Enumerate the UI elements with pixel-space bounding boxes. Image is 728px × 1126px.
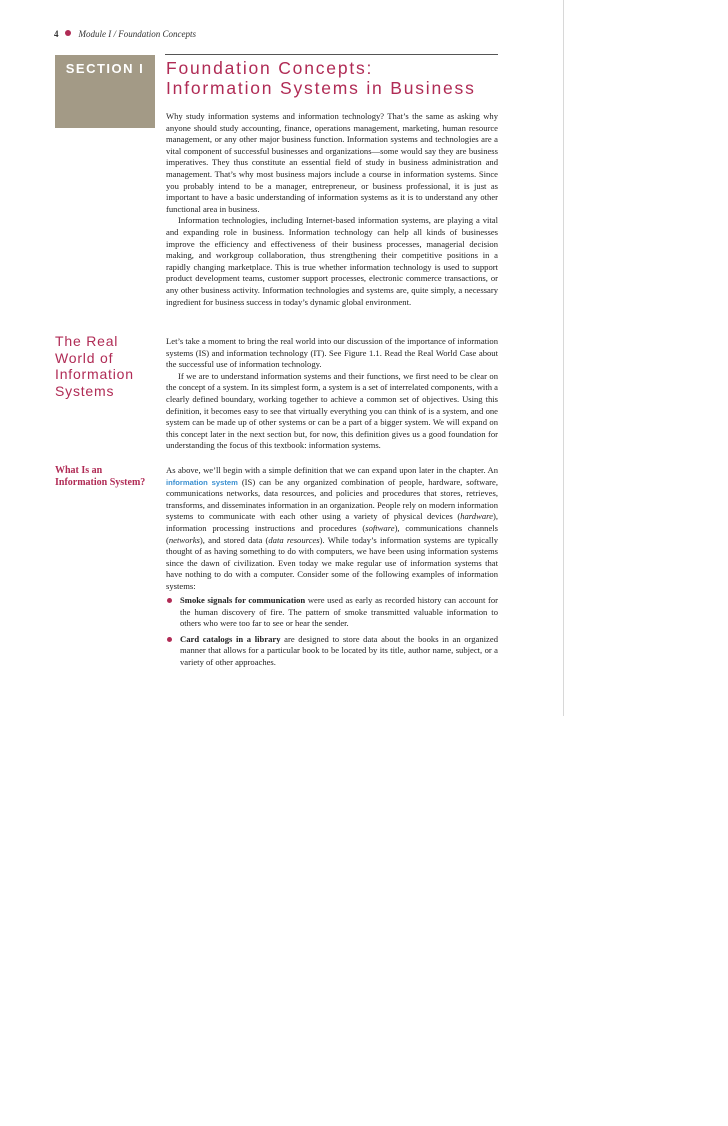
what-is-heading-line: What Is an bbox=[55, 465, 103, 476]
example-text: are designed to store data about the books in an organized manner that allows for a particular book to be located by its title, author name, subject, or a variety of other approaches. bbox=[180, 633, 498, 667]
section-label-box bbox=[55, 55, 155, 128]
text-run: ), and stored data ( bbox=[199, 534, 269, 545]
real-world-paragraph-1: Let’s take a moment to bring the real world into our discussion of the importance of information systems (IS) and information technology (IT). See Figure 1.1. Read the Real World Case about the successful use of information technology. bbox=[166, 336, 498, 370]
italic-term-data-resources: data resources bbox=[268, 534, 320, 545]
header-rule bbox=[165, 54, 498, 55]
real-world-text bbox=[166, 336, 498, 452]
real-world-heading-line: Information bbox=[55, 366, 134, 382]
examples-list bbox=[166, 595, 498, 669]
page-title-line-2: Information Systems in Business bbox=[166, 78, 476, 98]
real-world-heading-line: World of bbox=[55, 349, 114, 366]
example-title: Card catalogs in a library bbox=[180, 633, 281, 644]
text-run: (IS) can be any organized combination of people, hardware, software, communications networks, data resources, and policies and procedures that stores, retrieves, transforms, and disseminates information in an organization. People rely on modern information systems to communicate with each other using a variety of physical devices ( bbox=[166, 476, 498, 522]
examples-list-container bbox=[166, 595, 498, 673]
intro-paragraph-2: Information technologies, including Internet-based information systems, are playing a vital and expanding role in business. Information technology can help all kinds of businesses improve the efficiency and effectiveness of their business processes, managerial decision making, and workgroup collaboration, thus strengthening their competitive positions in a rapidly changing marketplace. This is true whether information technology is used to support product development teams, customer support processes, electronic commerce transactions, or any other business activity. Information technologies and systems are, quite simply, a necessary ingredient for business success in today’s dynamic global environment. bbox=[166, 215, 498, 307]
page-title bbox=[166, 58, 506, 98]
intro-text bbox=[166, 111, 498, 308]
running-head bbox=[54, 29, 196, 39]
key-term-information-system: information system bbox=[166, 477, 238, 487]
intro-paragraph-1: Why study information systems and information technology? That’s the same as asking why anyone should study accounting, finance, operations management, marketing, human resource management, or any other major business function. Information systems and technologies are a vital component of successful businesses and organizations—some would say they are business imperatives. They thus constitute an essential field of study in business administration and management. That’s why most business majors include a course in information systems. Since you probably intend to be a manager, entrepreneur, or business professional, it is just as important to have a basic understanding of information systems as it is to understand any other functional area in business. bbox=[166, 111, 498, 214]
text-run: ). While today’s information systems are typically thought of as having something to do with computers, we have been using information systems since the dawn of civilization. Even today we make regular use of information systems that have nothing to do with a computer. Consider some of the following examples of information systems: bbox=[166, 534, 498, 591]
text-run: ), information processing instructions and procedures ( bbox=[166, 511, 498, 533]
italic-term-hardware: hardware bbox=[460, 511, 493, 522]
page-edge-line bbox=[563, 0, 564, 716]
real-world-heading-line: Systems bbox=[55, 382, 115, 399]
what-is-heading-line: Information System? bbox=[55, 477, 146, 488]
list-item bbox=[166, 634, 498, 669]
bullet-dot-icon bbox=[167, 598, 172, 603]
text-run: As above, we’ll begin with a simple definition that we can expand upon later in the chapter. An bbox=[166, 465, 498, 475]
page-title-line-1: Foundation Concepts: bbox=[166, 58, 374, 78]
example-text: were used as early as recorded history can account for the human discovery of fire. The pattern of smoke transmitted valuable information to others who were too far to see or hear the sender. bbox=[180, 595, 498, 629]
italic-term-networks: networks bbox=[168, 534, 200, 545]
section-label: SECTION I bbox=[65, 61, 145, 76]
real-world-paragraph-2: If we are to understand information systems and their functions, we first need to be clear on the concept of a system. In its simplest form, a system is a set of interrelated components, with a clearly defined boundary, working together to achieve a common set of objectives. Using this definition, it becomes easy to see that virtually everything you can think of is a system, and one system can be made up of other systems or can be a part of a bigger system. We will expand on this concept later in the next section but, for now, this definition gives us a good foundation for understanding the focus of this textbook: information systems. bbox=[166, 370, 498, 451]
text-run: ), communications channels ( bbox=[166, 522, 498, 545]
list-item bbox=[166, 595, 498, 630]
real-world-heading bbox=[55, 333, 160, 399]
what-is-paragraph bbox=[166, 465, 498, 593]
italic-term-software: software bbox=[365, 522, 395, 533]
page-number: 4 bbox=[54, 29, 59, 39]
bullet-dot-icon bbox=[167, 637, 172, 642]
circle-bullet-icon bbox=[65, 30, 71, 36]
what-is-text bbox=[166, 465, 498, 593]
example-title: Smoke signals for communication bbox=[180, 595, 306, 605]
running-title: Module I / Foundation Concepts bbox=[78, 29, 196, 39]
what-is-heading bbox=[55, 465, 167, 489]
real-world-heading-line: The Real bbox=[55, 333, 119, 349]
